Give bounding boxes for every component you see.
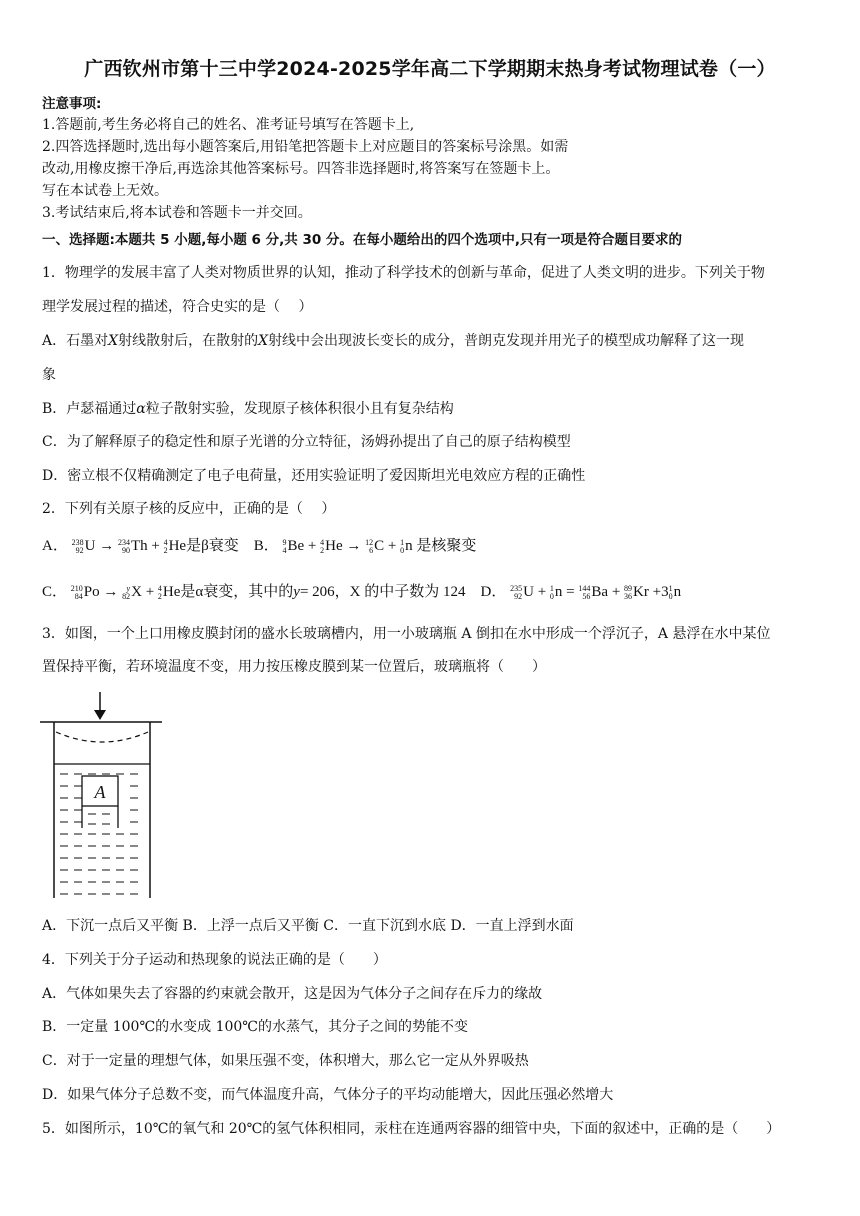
q4-option-d: D．如果气体分子总数不变，而气体温度升高，气体分子的平均动能增大，因此压强必然增大: [42, 1087, 614, 1103]
q1-stem-cont: 理学发展过程的描述，符合史实的是（ ）: [42, 299, 313, 315]
q1-option-a-cont: 象: [42, 367, 56, 383]
notice-line: 1.答题前,考生务必将自己的姓名、准考证号填写在答题卡上,: [42, 117, 415, 133]
q1-option-b: B．卢瑟福通过α粒子散射实验，发现原子核体积很小且有复杂结构: [42, 401, 454, 417]
q1-option-a: A．石墨对X射线散射后，在散射的X射线中会出现波长变长的成分，普朗克发现并用光子的模型成功解释了这一现: [42, 333, 745, 349]
q2-stem: 2．下列有关原子核的反应中，正确的是（ ）: [42, 501, 336, 517]
q4-option-a: A．气体如果失去了容器的约束就会散开，这是因为气体分子之间存在斥力的缘故: [42, 986, 543, 1002]
q5-stem: 5．如图所示，10℃的氧气和 20℃的氢气体积相同，汞柱在连通两容器的细管中央，下面的叙述中，正确的是（ ）: [42, 1121, 781, 1137]
q2-options-cd: C． 210 84 Po → y 82 X + 4 2 He是α衰变，其中的y= 206，X 的中子数为 124 D． 235 92 U + 1 0 n = 144 56 Ba + 89 36 Kr +3 1 0 n: [42, 583, 682, 601]
q4-stem: 4．下列关于分子运动和热现象的说法正确的是（ ）: [42, 952, 387, 968]
q2-options-ab: A． 238 92 U → 234 90 Th + 4 2 He是β衰变 B． 9 4 Be + 4 2 He → 12 6 C + 1 0 n 是核聚变: [42, 537, 477, 555]
q3-stem: 3．如图，一个上口用橡皮膜封闭的盛水长玻璃槽内，用一小玻璃瓶 A 倒扣在水中形成一个浮沉子，A 悬浮在水中某位: [42, 626, 771, 642]
press-arrow-head: [94, 710, 106, 720]
q4-option-c: C．对于一定量的理想气体，如果压强不变，体积增大，那么它一定从外界吸热: [42, 1053, 529, 1069]
q4-option-b: B．一定量 100℃的水变成 100℃的水蒸气，其分子之间的势能不变: [42, 1019, 468, 1035]
q1-option-d: D．密立根不仅精确测定了电子电荷量，还用实验证明了爱因斯坦光电效应方程的正确性: [42, 468, 586, 484]
q1-option-c: C．为了解释原子的稳定性和原子光谱的分立特征，汤姆孙提出了自己的原子结构模型: [42, 434, 571, 450]
q3-stem-cont: 置保持平衡，若环境温度不变，用力按压橡皮膜到某一位置后，玻璃瓶将（ ）: [42, 659, 546, 675]
bottle-a-label: A: [94, 782, 106, 802]
q1-stem: 1．物理学的发展丰富了人类对物质世界的认知，推动了科学技术的创新与革命，促进了人类文明的进步。下列关于物: [42, 265, 765, 281]
notice-line: 改动,用橡皮擦干净后,再选涂其他答案标号。四答非选择题时,将答案写在签题卡上。: [42, 161, 560, 177]
bottle-a-water: [88, 814, 110, 824]
q3-options: A．下沉一点后又平衡 B．上浮一点后又平衡 C．一直下沉到水底 D．一直上浮到水面: [42, 918, 574, 934]
notice-heading: 注意事项:: [42, 96, 102, 112]
section-heading: 一、选择题:本题共 5 小题,每小题 6 分,共 30 分。在每小题给出的四个选项中,只有一项是符合题目要求的: [42, 232, 683, 248]
rubber-membrane: [56, 732, 148, 742]
cartesian-diver-figure: [38, 690, 168, 902]
notice-line: 2.四答选择题时,选出每小题答案后,用铅笔把答题卡上对应题目的答案标号涂黑。如需: [42, 139, 569, 155]
exam-title: 广西钦州市第十三中学2024-2025学年高二下学期期末热身考试物理试卷（一）: [84, 58, 776, 80]
notice-line: 3.考试结束后,将本试卷和答题卡一并交回。: [42, 205, 312, 221]
notice-line: 写在本试卷上无效。: [42, 183, 168, 199]
